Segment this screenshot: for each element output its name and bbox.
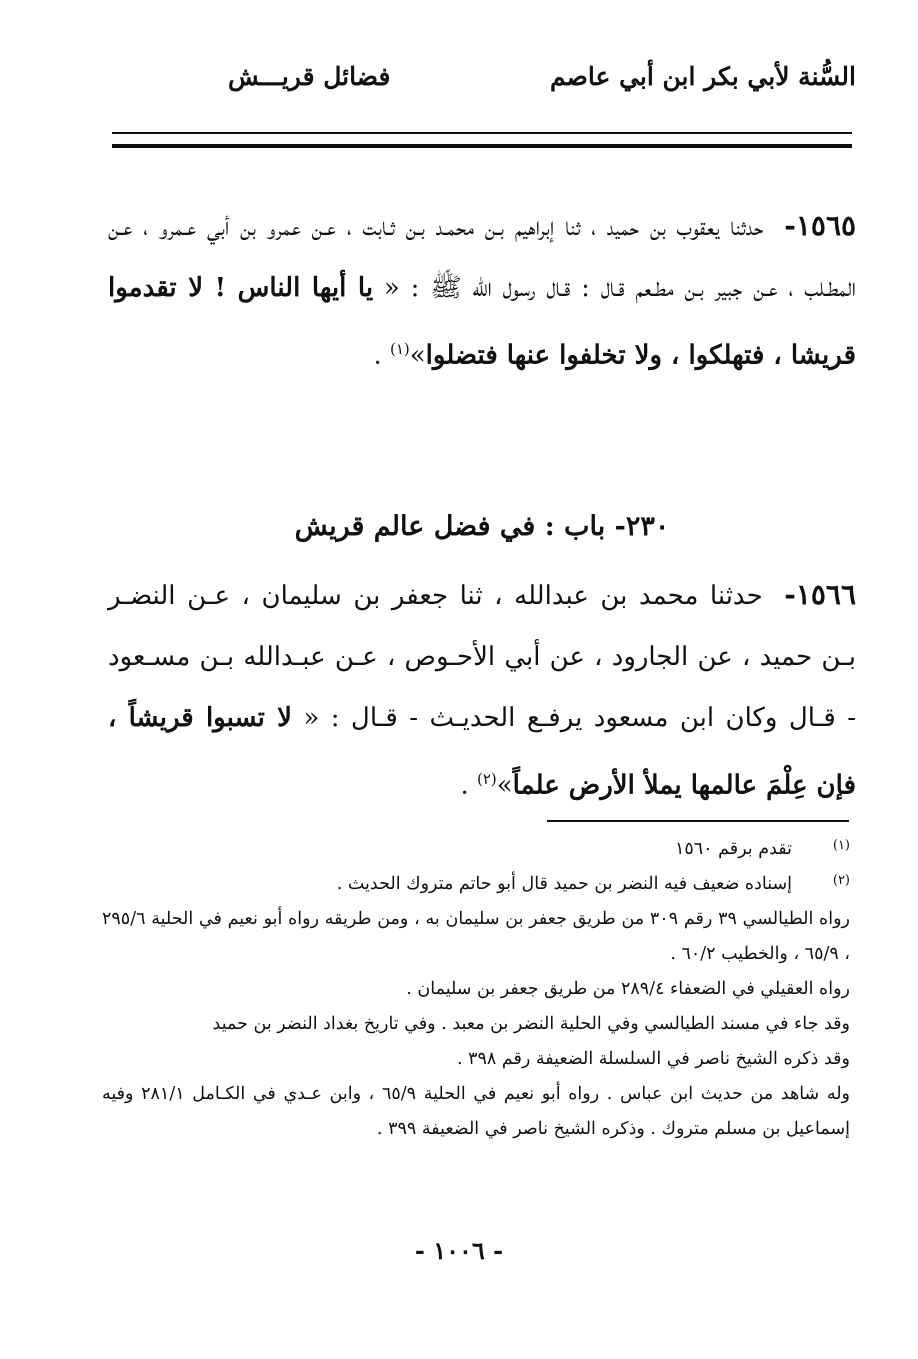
sentence-end: . xyxy=(373,340,390,371)
quote-close: » xyxy=(496,770,513,801)
footnote-line: رواه الطيالسي ٣٩ رقم ٣٠٩ من طريق جعفر بن سليمان به ، ومن طريقه رواه أبو نعيم في الحلية ٢٩٥/٦ ، ٦٥/٩ ، والخطيب ٦٠/٢ . xyxy=(102,909,850,964)
footnote-line: وقد جاء في مسند الطيالسي وفي الحلية النضر بن معبد . وفي تاريخ بغداد النضر بن حميد xyxy=(212,1014,850,1034)
hadith-isnad: حدثنا يعقوب بن حميد ، ثنا إبراهيم بـن محمـد بـن ثـابت ، عـن عمرو بن أبي عـمرو ، عـن المطـلب ، عـن جبير بـن مطـعم قـال : قـال رسول الله ﷺ : « xyxy=(108,212,857,303)
chapter-heading: ٢٣٠- باب : في فضل عالم قريش xyxy=(294,511,670,542)
hadith-number: ١٥٦٦- xyxy=(784,578,856,611)
header-rule-thick xyxy=(112,144,852,148)
footnote-line: رواه العقيلي في الضعفاء ٢٨٩/٤ من طريق جعفر بن سليمان . xyxy=(406,979,850,999)
section-title: فضائل قريـــش xyxy=(228,62,391,91)
footnote-line: تقدم برقم ١٥٦٠ xyxy=(674,839,792,859)
footnote-1 xyxy=(102,832,850,867)
sentence-end: . xyxy=(460,770,477,801)
footnote-2 xyxy=(102,867,850,1147)
footnote-marker: (٢) xyxy=(832,873,850,888)
hadith-matn: لا تسبوا قريشاً ، فإن عِلْمَ عالمها يملأ الأرض علماً xyxy=(108,703,856,801)
hadith-matn: يا أيها الناس ! لا تقدموا قريشا ، فتهلكوا ، ولا تخلفوا عنها فتضلوا xyxy=(108,273,856,371)
hadith-1565 xyxy=(108,195,856,387)
hadith-1566 xyxy=(108,564,856,817)
footnotes xyxy=(102,832,850,1147)
hadith-number: ١٥٦٥- xyxy=(784,209,857,242)
footnote-line: وله شاهد من حديث ابن عباس . رواه أبو نعيم في الحلية ٦٥/٩ ، وابن عـدي في الكـامل ٢٨١/١ وفيه إسماعيل بن مسلم متروك . وذكره الشيخ ناصر في الضعيفة ٣٩٩ . xyxy=(102,1084,850,1139)
footnote-line: وقد ذكره الشيخ ناصر في السلسلة الضعيفة رقم ٣٩٨ . xyxy=(456,1049,850,1069)
footnote-ref: (١) xyxy=(389,340,410,358)
quote-close: » xyxy=(409,340,426,371)
footnote-line: إسناده ضعيف فيه النضر بن حميد قال أبو حاتم متروك الحديث . xyxy=(336,874,792,894)
page-number: - ١٠٠٦ - xyxy=(414,1236,504,1265)
footnote-marker: (١) xyxy=(832,838,850,853)
hadith-isnad: حدثنا محمد بن عبدالله ، ثنا جعفر بن سليمان ، عـن النضـر بـن حميد ، عن الجارود ، عن أبي الأحـوص ، عـن عبـدالله بـن مسـعود - قـال وكان ابن مسعود يرفـع الحديـث - قـال : « xyxy=(108,581,856,733)
running-title: السُّنة لأبي بكر ابن أبي عاصم xyxy=(549,62,856,91)
header-rule-thin xyxy=(112,132,852,134)
footnote-separator xyxy=(547,820,849,822)
footnote-ref: (٢) xyxy=(476,770,497,788)
